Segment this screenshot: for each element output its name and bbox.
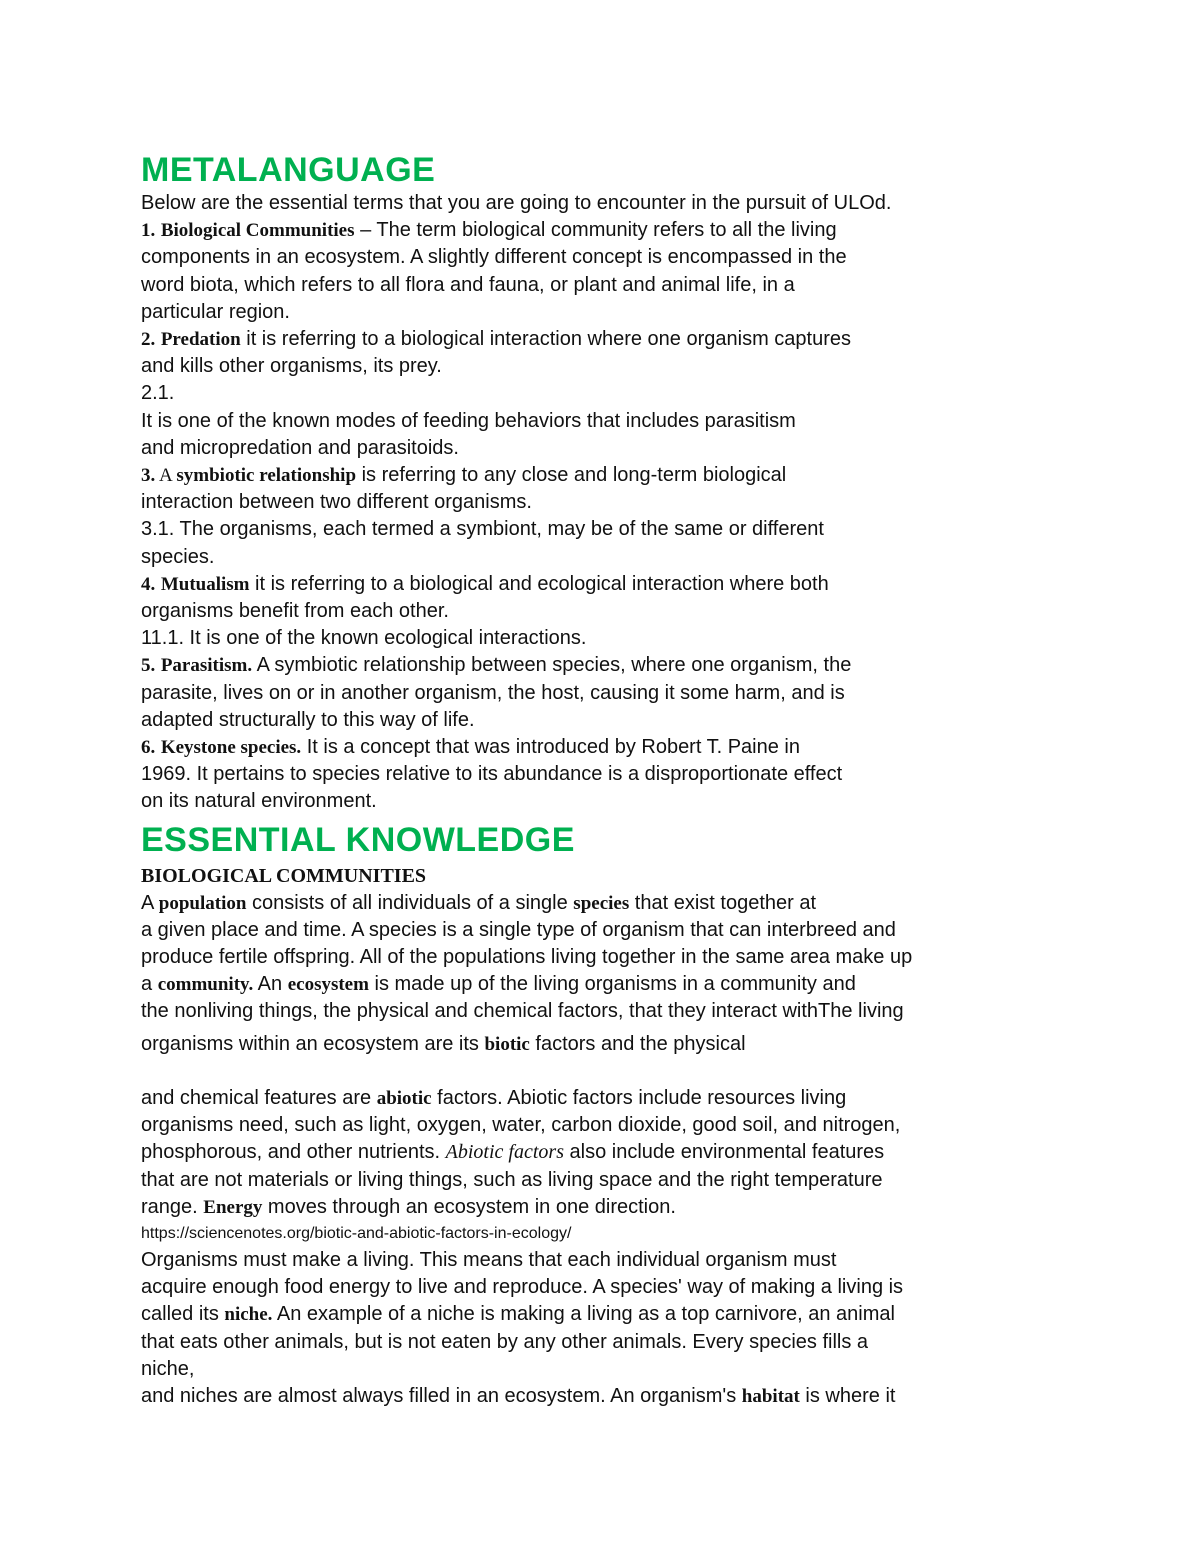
keyword-abiotic: abiotic [376, 1087, 432, 1109]
text-line: parasite, lives on or in another organism, the host, causing it some harm, and is [141, 681, 845, 704]
paragraph-gap [141, 1058, 1071, 1085]
text-line: that eats other animals, but is not eaten by any other animals. Every species fills a [141, 1330, 869, 1353]
keyword-population: population [158, 892, 247, 914]
term-line: 2. Predation it is referring to a biological interaction where one organism captures [141, 328, 851, 351]
essential-knowledge-heading: ESSENTIAL KNOWLEDGE [141, 820, 575, 859]
term-name: Keystone species. [160, 737, 302, 759]
text-line: and chemical features are abiotic factors. Abiotic factors include resources living [141, 1086, 847, 1109]
text-line: Organisms must make a living. This means that each individual organism must [141, 1248, 837, 1271]
text-line: It is one of the known modes of feeding behaviors that includes parasitism [141, 409, 796, 432]
text-line: range. Energy moves through an ecosystem in one direction. [141, 1195, 676, 1218]
keyword-ecosystem: ecosystem [287, 974, 369, 996]
text-line: 11.1. It is one of the known ecological interactions. [141, 627, 587, 650]
text-line: phosphorous, and other nutrients. Abiotic factors also include environmental features [141, 1141, 885, 1164]
text-line: niche, [141, 1357, 195, 1380]
sub-number: 3.1. [141, 518, 175, 541]
term-name: Biological Communities [160, 220, 355, 242]
text-line: A population consists of all individuals of a single species that exist together at [141, 891, 817, 914]
term-name: Parasitism. [160, 655, 253, 677]
term-number: 4. [141, 573, 156, 595]
text-line: 3.1. The organisms, each termed a symbiont, may be of the same or different [141, 518, 824, 541]
keyword-energy: Energy [203, 1196, 263, 1218]
sub-number: 2.1. [141, 382, 175, 405]
term-name: Predation [160, 329, 241, 351]
text-line: that are not materials or living things, such as living space and the right temperature [141, 1168, 883, 1191]
term-line: 6. Keystone species. It is a concept that was introduced by Robert T. Paine in [141, 736, 800, 759]
term-name: symbiotic relationship [176, 465, 357, 487]
text-line: organisms need, such as light, oxygen, water, carbon dioxide, good soil, and nitrogen, [141, 1114, 901, 1137]
metalanguage-intro: Below are the essential terms that you are going to encounter in the pursuit of ULOd. [141, 192, 892, 214]
text-line: word biota, which refers to all flora and fauna, or plant and animal life, in a [141, 273, 795, 296]
term-line: 4. Mutualism it is referring to a biological and ecological interaction where both [141, 572, 829, 595]
text-line: acquire enough food energy to live and reproduce. A species' way of making a living is [141, 1276, 904, 1299]
text-line: produce fertile offspring. All of the populations living together in the same area make up [141, 946, 913, 969]
text-line: and micropredation and parasitoids. [141, 436, 459, 459]
keyword-niche: niche. [224, 1304, 273, 1326]
section-subheading: BIOLOGICAL COMMUNITIES [141, 864, 427, 887]
term-line: 5. Parasitism. A symbiotic relationship between species, where one organism, the [141, 654, 852, 677]
text-line: and niches are almost always filled in an ecosystem. An organism's habitat is where it [141, 1384, 896, 1407]
text-line: adapted structurally to this way of life. [141, 708, 475, 731]
text-line: the nonliving things, the physical and chemical factors, that they interact withThe living [141, 1000, 904, 1023]
text-line: organisms benefit from each other. [141, 600, 449, 623]
keyword-abiotic-factors: Abiotic factors [445, 1141, 564, 1164]
term-line: 3. A symbiotic relationship is referring to any close and long-term biological [141, 464, 787, 487]
term-line: 1. Biological Communities – The term biological community refers to all the living [141, 219, 837, 242]
term-number: 6. [141, 737, 156, 759]
metalanguage-heading: METALANGUAGE [141, 151, 436, 189]
text-line: on its natural environment. [141, 790, 377, 813]
text-line: called its niche. An example of a niche is making a living as a top carnivore, an animal [141, 1303, 895, 1326]
keyword-community: community. [157, 974, 254, 996]
text-line: components in an ecosystem. A slightly different concept is encompassed in the [141, 246, 847, 269]
term-number: 1. [141, 220, 156, 242]
text-line: organisms within an ecosystem are its biotic factors and the physical [141, 1032, 746, 1055]
keyword-biotic: biotic [484, 1033, 530, 1055]
text-line: particular region. [141, 300, 290, 323]
text-line: interaction between two different organisms. [141, 491, 532, 514]
text-line: and kills other organisms, its prey. [141, 355, 442, 378]
term-number: 3. [141, 465, 156, 487]
term-name: Mutualism [160, 573, 250, 595]
sub-number: 11.1. [141, 627, 184, 650]
text-line: 1969. It pertains to species relative to its abundance is a disproportionate effect [141, 763, 843, 786]
term-number: 5. [141, 655, 156, 677]
text-line: a given place and time. A species is a single type of organism that can interbreed and [141, 918, 896, 941]
text-line: species. [141, 545, 215, 568]
term-number: 2. [141, 329, 156, 351]
text-line: a community. An ecosystem is made up of the living organisms in a community and [141, 973, 856, 996]
reference-link[interactable]: https://sciencenotes.org/biotic-and-abiotic-factors-in-ecology/ [141, 1224, 572, 1242]
keyword-species: species [573, 892, 630, 914]
keyword-habitat: habitat [741, 1385, 800, 1407]
page-content [141, 150, 1071, 1410]
